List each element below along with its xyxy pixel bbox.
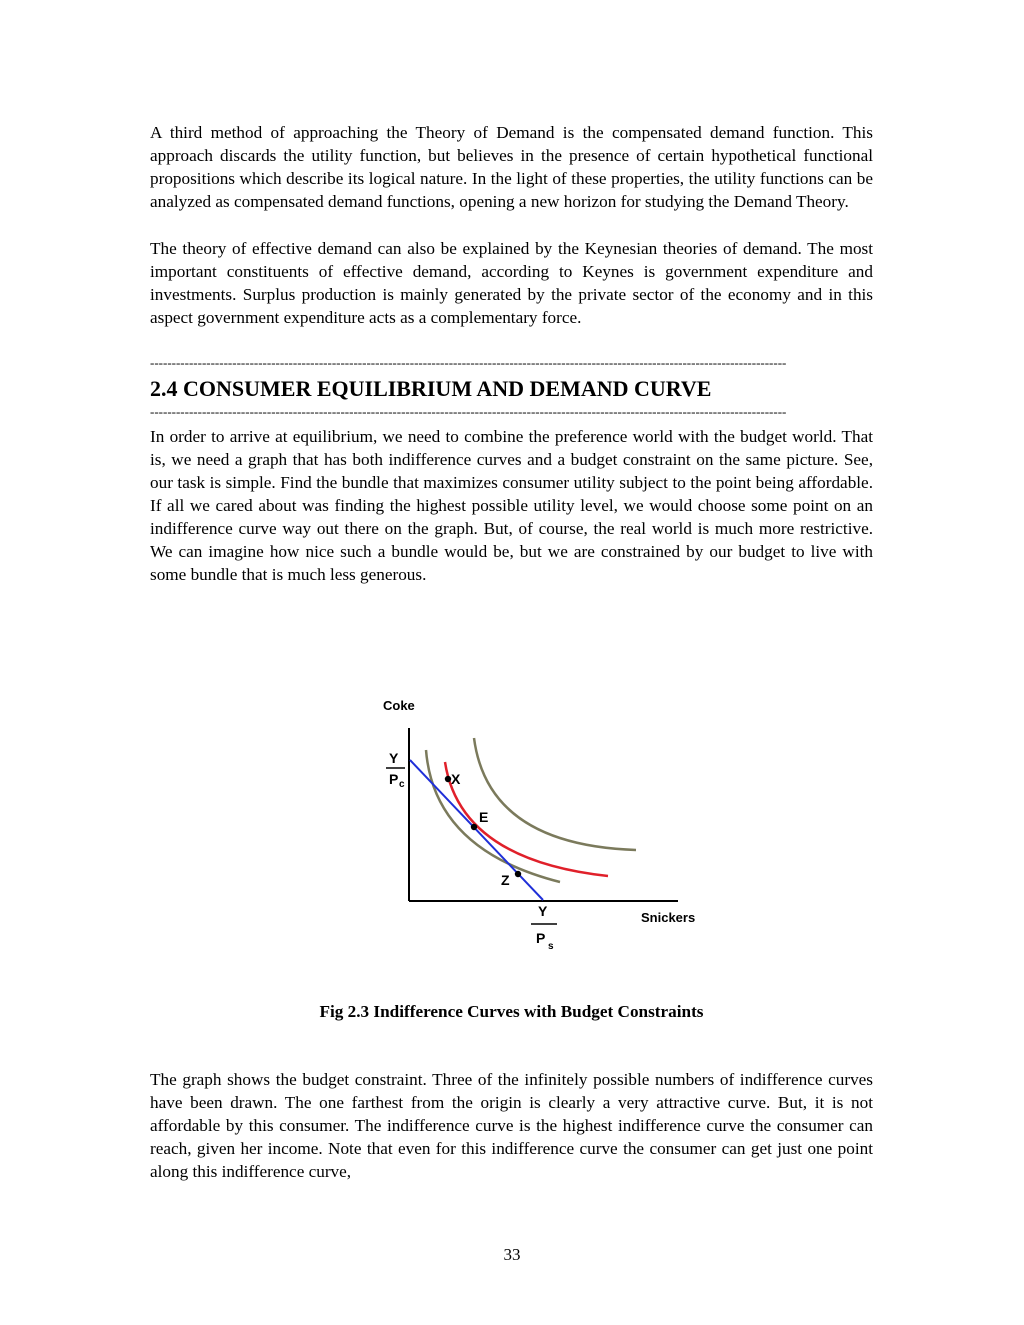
point-x-label: X	[451, 771, 461, 787]
paragraph-compensated-demand: A third method of approaching the Theory of Demand is the compensated demand function. This approach discards the utility function, but believes in the presence of certain hypothetical functional propositions which describe its logical nature. In the light of these properties, the utility functions can be analyzed as compensated demand functions, opening a new horizon for studying the Demand Theory.	[150, 123, 873, 211]
point-z-marker	[515, 871, 521, 877]
y-intercept-denominator: P	[389, 771, 399, 787]
indifference-curve-reachable	[445, 762, 608, 876]
indifference-curve-figure	[370, 690, 720, 960]
y-axis-label: Coke	[383, 698, 415, 713]
budget-line	[410, 760, 543, 900]
divider-bottom: ---------------------------------------------------------------------------------------------------------------------------------------------------	[150, 405, 787, 419]
point-e-label: E	[479, 809, 489, 825]
figure-caption: Fig 2.3 Indifference Curves with Budget Constraints	[319, 1002, 704, 1021]
point-e-marker	[471, 824, 477, 830]
indifference-curve-high	[474, 738, 636, 850]
paragraph-equilibrium: In order to arrive at equilibrium, we need to combine the preference world with the budget world. That is, we need a graph that has both indifference curves and a budget constraint on the same picture. See, our task is simple. Find the bundle that maximizes consumer utility subject to the point being affordable. If all we cared about was finding the highest possible utility level, we would choose some point on an indifference curve way out there on the graph. But, of course, the real world is much more restrictive. We can imagine how nice such a bundle would be, but we are constrained by our budget to live with some bundle that is much less generous.	[150, 427, 873, 584]
point-z-label: Z	[501, 872, 510, 888]
paragraph-keynesian-demand: The theory of effective demand can also be explained by the Keynesian theories of demand. The most important constituents of effective demand, according to Keynes is government expenditure and investments. Surplus production is mainly generated by the private sector of the economy and in this aspect government expenditure acts as a complementary force.	[150, 239, 873, 327]
figure-svg	[370, 690, 720, 960]
x-intercept-numerator: Y	[538, 903, 548, 919]
y-intercept-numerator: Y	[389, 750, 399, 766]
y-intercept-subscript: c	[399, 779, 405, 790]
x-intercept-subscript: s	[548, 941, 554, 952]
x-intercept-denominator: P	[536, 930, 546, 946]
section-heading: 2.4 CONSUMER EQUILIBRIUM AND DEMAND CURVE	[150, 376, 712, 401]
page-number: 33	[503, 1245, 521, 1264]
x-axis-label: Snickers	[641, 910, 696, 925]
divider-top: ---------------------------------------------------------------------------------------------------------------------------------------------------	[150, 356, 787, 370]
paragraph-budget-constraint: The graph shows the budget constraint. Three of the infinitely possible numbers of indifference curves have been drawn. The one farthest from the origin is clearly a very attractive curve. But, it is not affordable by this consumer. The indifference curve is the highest indifference curve the consumer can reach, given her income. Note that even for this indifference curve the consumer can get just one point along this indifference curve,	[150, 1070, 873, 1181]
